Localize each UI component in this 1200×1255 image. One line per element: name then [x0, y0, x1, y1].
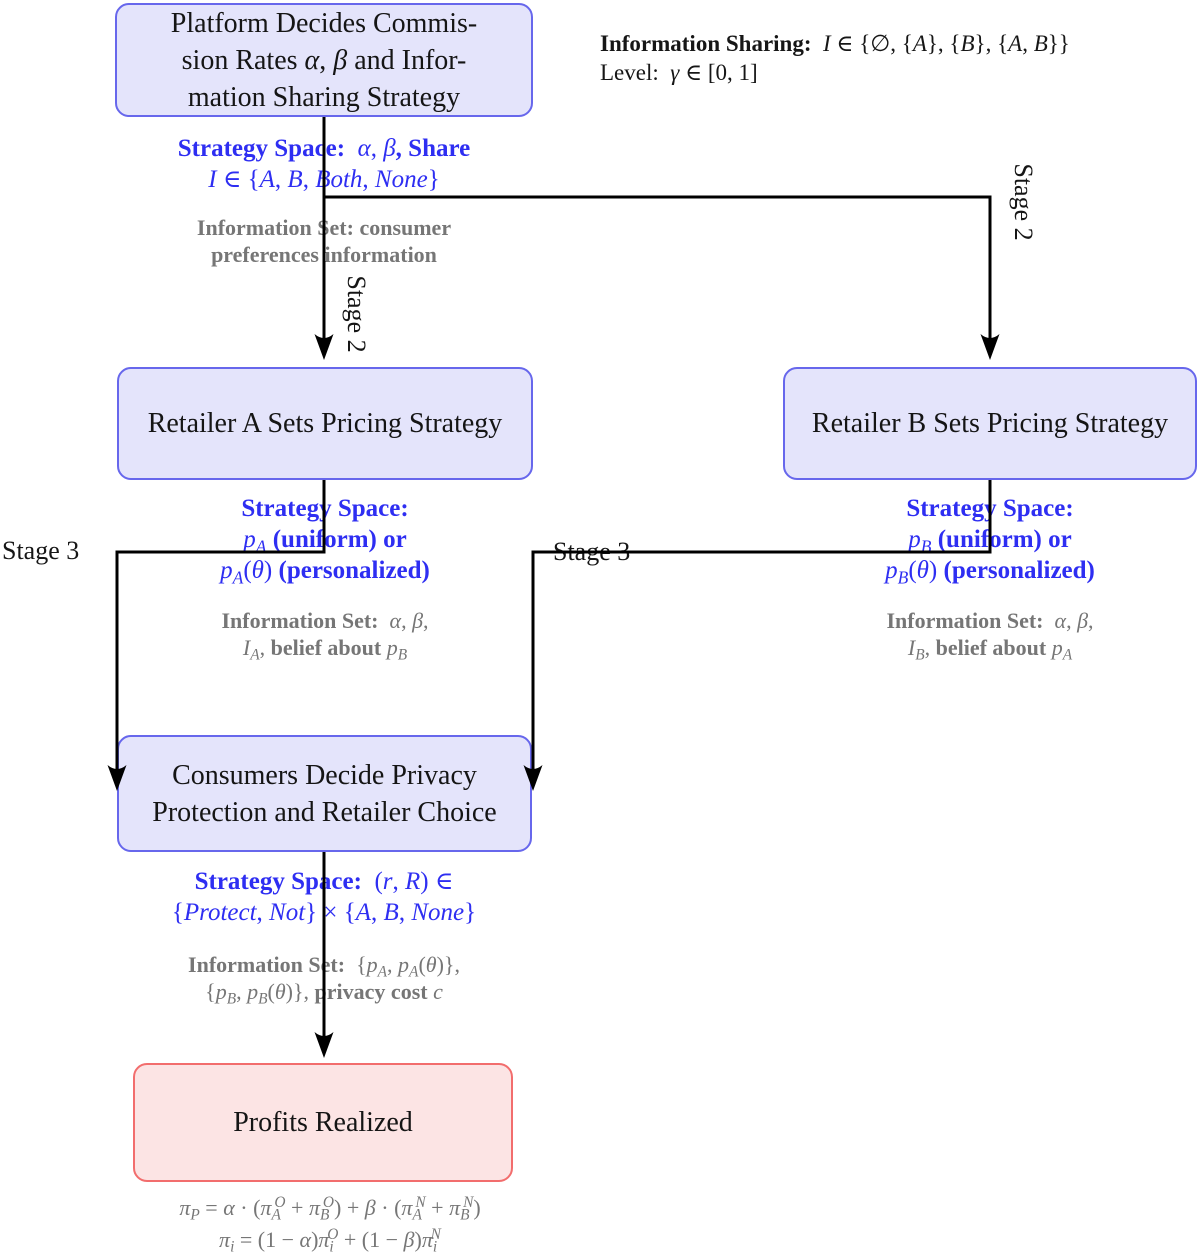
retailer-a-strategy-line: $p_A(\theta)$ (personalized)	[220, 557, 430, 588]
platform-profit-formula: $\pi_P = \alpha \cdot (\pi_A^O + \pi_B^O) + \beta \cdot (\pi_A^N + \pi_B^N)$	[179, 1194, 481, 1224]
retailer-a-node-label: Retailer A Sets Pricing Strategy	[147, 408, 503, 439]
retailer-a-strategy-space	[125, 493, 525, 586]
retailer-b-information-set-line: $I_B$, belief about $p_A$	[907, 635, 1073, 664]
retailer-a-node	[117, 367, 533, 480]
platform-strategy-line: Strategy Space: α, β, Share	[177, 135, 471, 162]
arrowhead-retailer-a	[315, 334, 334, 360]
retailer-b-strategy-line: $p_B(\theta)$ (personalized)	[885, 557, 1095, 588]
consumers-strategy-space	[124, 866, 524, 928]
platform-node	[115, 3, 533, 117]
profits-node	[133, 1063, 513, 1182]
retailer-a-strategy-line: $p_A$ (uniform) or	[243, 526, 407, 557]
platform-node-line: sion Rates α, β and Infor-	[181, 44, 467, 76]
retailer-b-information-set-line: Information Set: α, β,	[886, 608, 1094, 633]
retailer-b-strategy-line: Strategy Space:	[906, 495, 1074, 522]
platform-node-line: mation Sharing Strategy	[187, 81, 461, 113]
stage3-label-right: Stage 3	[553, 537, 631, 566]
information-sharing-note-line: Information Sharing: I ∈ {∅, {A}, {B}, {A, B}}	[600, 31, 1070, 56]
platform-information-set-line: preferences information	[211, 242, 437, 267]
consumers-information-set	[124, 951, 524, 1008]
platform-strategy-space	[124, 133, 524, 195]
consumers-strategy-line: Strategy Space: (r, R) ∈	[194, 868, 454, 895]
retailer-a-information-set-line: Information Set: α, β,	[221, 608, 429, 633]
profit-formulas	[130, 1192, 530, 1255]
retailer-b-information-set	[790, 607, 1190, 664]
consumers-strategy-line: {Protect, Not} × {A, B, None}	[171, 899, 477, 926]
consumers-node-line: Protection and Retailer Choice	[152, 796, 497, 828]
stage2-label-right: Stage 2	[1009, 163, 1038, 241]
consumers-information-set-line: Information Set: {$p_A$, $p_A(\theta)$},	[188, 952, 460, 981]
stage3-label-left: Stage 3	[2, 536, 80, 565]
arrowhead-profits	[315, 1032, 334, 1058]
retailer-a-information-set	[125, 607, 525, 664]
retailer-b-node	[783, 367, 1197, 480]
retailer-a-information-set-line: $I_A$, belief about $p_B$	[242, 635, 408, 664]
platform-information-set	[124, 214, 524, 268]
retailer-b-strategy-space	[790, 493, 1190, 586]
information-sharing-note	[600, 29, 1180, 87]
consumers-node	[117, 735, 532, 852]
retailer-b-node-label: Retailer B Sets Pricing Strategy	[811, 408, 1169, 439]
platform-node-line: Platform Decides Commis-	[170, 7, 478, 39]
consumers-node-line: Consumers Decide Privacy	[172, 759, 477, 791]
information-sharing-note-line: Level: γ ∈ [0, 1]	[600, 60, 758, 85]
stage2-label-left: Stage 2	[342, 275, 371, 353]
platform-information-set-line: Information Set: consumer	[196, 215, 452, 240]
consumers-information-set-line: {$p_B$, $p_B(\theta)$}, privacy cost c	[205, 979, 443, 1008]
profits-node-label: Profits Realized	[233, 1107, 413, 1138]
arrowhead-retailer-b	[981, 334, 1000, 360]
platform-strategy-line: I ∈ {A, B, Both, None}	[208, 166, 440, 193]
retailer-profit-formula: $\pi_i = (1 - \alpha)\pi_i^O + (1 - \beta)\pi_i^N$	[219, 1226, 441, 1255]
retailer-a-strategy-line: Strategy Space:	[241, 495, 409, 522]
retailer-b-strategy-line: $p_B$ (uniform) or	[908, 526, 1072, 557]
